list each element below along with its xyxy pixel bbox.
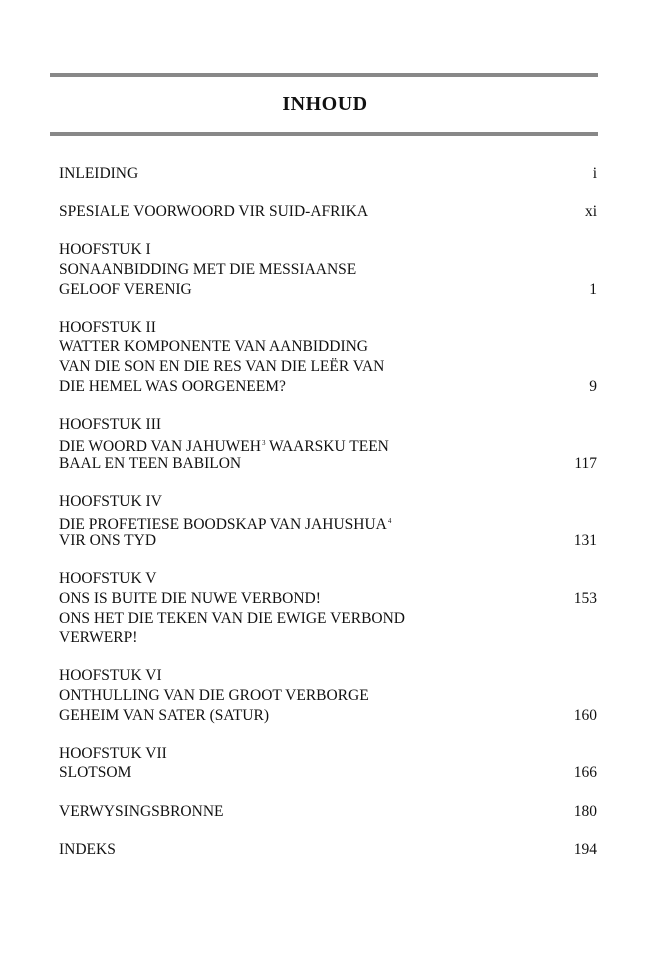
footnote-marker: 3 [261,439,266,448]
toc-line [59,802,597,822]
toc-line [59,280,597,300]
toc-line-text: HOOFSTUK III [59,415,162,433]
toc-line-text: HOOFSTUK VII [59,744,167,762]
top-rule [50,73,598,77]
toc-line [59,202,597,222]
toc-line-text: HOOFSTUK IV [59,493,162,511]
toc-line [59,454,597,474]
toc-line-text: ONS IS BUITE DIE NUWE VERBOND! [59,590,321,608]
toc-line-text: INDEKS [59,840,116,858]
page-title: INHOUD [282,93,368,115]
page-number: 153 [573,590,597,608]
toc-entry[interactable] [59,492,597,551]
footnote-marker: 4 [387,516,392,525]
toc-entry[interactable] [59,666,597,725]
toc-line [59,260,597,280]
toc-line [59,512,597,532]
toc-line [59,357,597,377]
page-number: 1 [589,280,597,298]
toc-line-text: HOOFSTUK V [59,570,157,588]
toc-line-text: SONAANBIDDING MET DIE MESSIAANSE [59,260,357,278]
page-number: 9 [589,377,597,395]
toc-line [59,240,597,260]
page-number: 194 [573,840,597,858]
toc-line-text: INLEIDING [59,165,139,182]
toc-line-text-continued: WAARSKU TEEN [265,438,389,456]
toc-line-text: DIE WOORD VAN JAHUWEH [59,438,261,456]
toc-entry[interactable] [59,240,597,299]
toc-line [59,492,597,512]
toc-line [59,666,597,686]
toc-line [59,840,597,860]
toc-line [59,569,597,589]
toc-line-text: DIE HEMEL WAS OORGENEEM? [59,377,286,395]
toc-entry[interactable] [59,164,597,184]
toc-line-text: SPESIALE VOORWOORD VIR SUID-AFRIKA [59,203,369,221]
toc-line-text: VERWYSINGSBRONNE [59,802,224,820]
toc-line-text: HOOFSTUK II [59,318,156,336]
toc-line-text: ONS HET DIE TEKEN VAN DIE EWIGE VERBOND [59,609,406,627]
toc-line [59,318,597,338]
toc-line [59,531,597,551]
page-number: 180 [573,802,597,820]
toc-entry[interactable] [59,840,597,860]
page-number: 117 [574,454,597,472]
page-number: i [592,165,597,182]
toc-line [59,763,597,783]
toc-line [59,377,597,397]
toc-line [59,744,597,764]
page-number: 160 [573,706,597,724]
toc-entry[interactable] [59,415,597,474]
table-of-contents [59,164,597,878]
toc-line-text: WATTER KOMPONENTE VAN AANBIDDING [59,338,368,356]
page-number: xi [584,203,597,221]
toc-entry[interactable] [59,802,597,822]
toc-line-text: SLOTSOM [59,764,132,782]
toc-entry[interactable] [59,569,597,647]
toc-entry[interactable] [59,202,597,222]
toc-entry[interactable] [59,318,597,396]
toc-line-text: GELOOF VERENIG [59,280,192,298]
toc-line-text: HOOFSTUK I [59,241,151,259]
toc-line [59,589,597,609]
toc-line-text: BAAL EN TEEN BABILON [59,454,242,472]
toc-line-text: VAN DIE SON EN DIE RES VAN DIE LEËR VAN [59,357,385,375]
toc-line [59,434,597,454]
toc-line-text: VERWERP! [59,629,138,647]
bottom-rule [50,132,598,136]
toc-line [59,415,597,435]
toc-line-text: ONTHULLING VAN DIE GROOT VERBORGE [59,687,369,705]
toc-line [59,609,597,629]
page-number: 131 [573,532,597,550]
toc-line [59,628,597,648]
toc-entry[interactable] [59,744,597,783]
page-number: 166 [573,764,597,782]
toc-line-text: GEHEIM VAN SATER (SATUR) [59,706,269,724]
toc-line [59,164,597,184]
toc-line-text: VIR ONS TYD [59,532,157,550]
toc-line [59,706,597,726]
toc-line-text: DIE PROFETIESE BOODSKAP VAN JAHUSHUA [59,515,387,533]
toc-line [59,686,597,706]
toc-line [59,337,597,357]
toc-line-text: HOOFSTUK VI [59,667,162,685]
